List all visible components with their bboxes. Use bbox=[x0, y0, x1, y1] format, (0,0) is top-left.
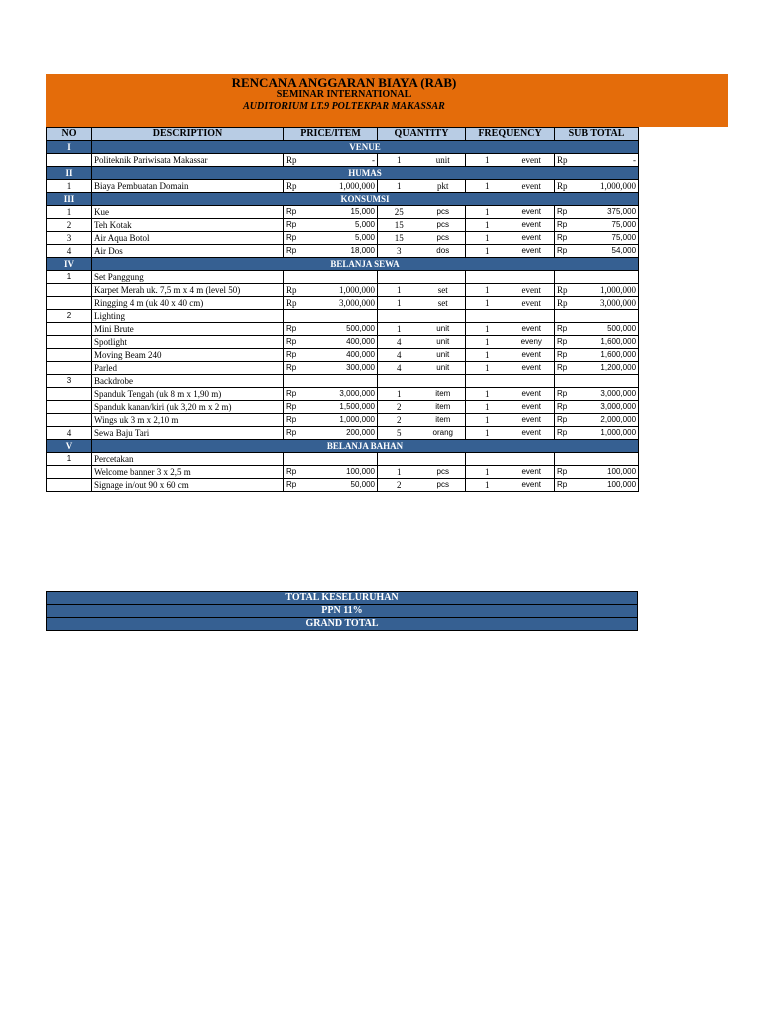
quantity-number: 15 bbox=[378, 219, 421, 232]
price-currency: Rp bbox=[284, 362, 306, 375]
price-currency: Rp bbox=[284, 427, 306, 440]
quantity-number: 1 bbox=[378, 297, 421, 310]
section-title: VENUE bbox=[92, 141, 639, 154]
price-amount: 1,000,000 bbox=[306, 284, 378, 297]
table-row bbox=[47, 427, 639, 440]
subtotal-currency: Rp bbox=[555, 362, 575, 375]
row-number: 3 bbox=[47, 375, 92, 388]
row-number bbox=[47, 154, 92, 167]
table-row bbox=[47, 180, 639, 193]
quantity-unit: dos bbox=[421, 245, 466, 258]
frequency-unit: event bbox=[509, 232, 555, 245]
quantity-unit: pcs bbox=[421, 479, 466, 492]
subtotal-currency: Rp bbox=[555, 206, 575, 219]
item-description: Teh Kotak bbox=[92, 219, 284, 232]
item-description: Signage in/out 90 x 60 cm bbox=[92, 479, 284, 492]
price-amount: 5,000 bbox=[306, 219, 378, 232]
item-description: Wings uk 3 m x 2,10 m bbox=[92, 414, 284, 427]
empty-cell bbox=[284, 375, 378, 388]
row-number: 3 bbox=[47, 232, 92, 245]
table-row bbox=[47, 206, 639, 219]
empty-cell bbox=[555, 375, 639, 388]
frequency-unit: event bbox=[509, 206, 555, 219]
price-currency: Rp bbox=[284, 323, 306, 336]
row-number bbox=[47, 297, 92, 310]
frequency-unit: event bbox=[509, 349, 555, 362]
subtotal-amount: 3,000,000 bbox=[575, 401, 639, 414]
price-currency: Rp bbox=[284, 336, 306, 349]
col-header-quantity: QUANTITY bbox=[378, 128, 466, 141]
section-row bbox=[47, 167, 639, 180]
col-header-price: PRICE/ITEM bbox=[284, 128, 378, 141]
item-description: Biaya Pembuatan Domain bbox=[92, 180, 284, 193]
item-description: Welcome banner 3 x 2,5 m bbox=[92, 466, 284, 479]
table-row bbox=[47, 336, 639, 349]
table-row bbox=[47, 297, 639, 310]
group-row bbox=[47, 310, 639, 323]
section-title: HUMAS bbox=[92, 167, 639, 180]
frequency-number: 1 bbox=[466, 401, 509, 414]
document-subtitle: SEMINAR INTERNATIONAL bbox=[276, 89, 412, 100]
frequency-unit: event bbox=[509, 219, 555, 232]
quantity-number: 2 bbox=[378, 479, 421, 492]
frequency-unit: event bbox=[509, 479, 555, 492]
quantity-unit: orang bbox=[421, 427, 466, 440]
frequency-number: 1 bbox=[466, 349, 509, 362]
quantity-number: 2 bbox=[378, 414, 421, 427]
table-row bbox=[47, 245, 639, 258]
empty-cell bbox=[378, 310, 421, 323]
price-currency: Rp bbox=[284, 388, 306, 401]
price-amount: 3,000,000 bbox=[306, 297, 378, 310]
subtotal-amount: 2,000,000 bbox=[575, 414, 639, 427]
subtotal-amount: 500,000 bbox=[575, 323, 639, 336]
price-amount: 400,000 bbox=[306, 336, 378, 349]
title-banner bbox=[46, 74, 728, 127]
item-description: Spotlight bbox=[92, 336, 284, 349]
quantity-unit: set bbox=[421, 284, 466, 297]
quantity-number: 4 bbox=[378, 336, 421, 349]
table-row bbox=[47, 362, 639, 375]
quantity-number: 4 bbox=[378, 349, 421, 362]
price-currency: Rp bbox=[284, 284, 306, 297]
frequency-unit: event bbox=[509, 414, 555, 427]
price-amount: 300,000 bbox=[306, 362, 378, 375]
price-amount: 5,000 bbox=[306, 232, 378, 245]
section-number: IV bbox=[47, 258, 92, 271]
quantity-unit: unit bbox=[421, 362, 466, 375]
empty-cell bbox=[466, 271, 509, 284]
quantity-number: 15 bbox=[378, 232, 421, 245]
subtotal-amount: 1,600,000 bbox=[575, 349, 639, 362]
item-description: Politeknik Pariwisata Makassar bbox=[92, 154, 284, 167]
subtotal-amount: 1,200,000 bbox=[575, 362, 639, 375]
quantity-unit: item bbox=[421, 388, 466, 401]
quantity-number: 3 bbox=[378, 245, 421, 258]
frequency-number: 1 bbox=[466, 232, 509, 245]
row-number: 1 bbox=[47, 453, 92, 466]
frequency-unit: event bbox=[509, 388, 555, 401]
subtotal-amount: 3,000,000 bbox=[575, 388, 639, 401]
frequency-unit: event bbox=[509, 180, 555, 193]
group-row bbox=[47, 271, 639, 284]
budget-table-body bbox=[47, 141, 639, 492]
subtotal-currency: Rp bbox=[555, 466, 575, 479]
subtotal-amount: 54,000 bbox=[575, 245, 639, 258]
frequency-number: 1 bbox=[466, 479, 509, 492]
price-amount: 1,000,000 bbox=[306, 414, 378, 427]
budget-table bbox=[46, 127, 639, 492]
total-keseluruhan-label: TOTAL KESELURUHAN bbox=[47, 592, 638, 605]
col-header-frequency: FREQUENCY bbox=[466, 128, 555, 141]
section-row bbox=[47, 258, 639, 271]
price-amount: 18,000 bbox=[306, 245, 378, 258]
group-description: Backdrobe bbox=[92, 375, 284, 388]
subtotal-amount: 100,000 bbox=[575, 466, 639, 479]
row-number: 2 bbox=[47, 310, 92, 323]
empty-cell bbox=[378, 375, 421, 388]
frequency-number: 1 bbox=[466, 362, 509, 375]
empty-cell bbox=[509, 310, 555, 323]
section-title: KONSUMSI bbox=[92, 193, 639, 206]
frequency-number: 1 bbox=[466, 180, 509, 193]
table-row bbox=[47, 388, 639, 401]
document-title: RENCANA ANGGARAN BIAYA (RAB) bbox=[231, 75, 457, 90]
table-row bbox=[47, 219, 639, 232]
empty-cell bbox=[284, 271, 378, 284]
empty-cell bbox=[509, 453, 555, 466]
item-description: Ringging 4 m (uk 40 x 40 cm) bbox=[92, 297, 284, 310]
section-number: I bbox=[47, 141, 92, 154]
frequency-unit: eveny bbox=[509, 336, 555, 349]
frequency-unit: event bbox=[509, 297, 555, 310]
item-description: Mini Brute bbox=[92, 323, 284, 336]
col-header-subtotal: SUB TOTAL bbox=[555, 128, 639, 141]
frequency-number: 1 bbox=[466, 466, 509, 479]
price-amount: 400,000 bbox=[306, 349, 378, 362]
subtotal-amount: 100,000 bbox=[575, 479, 639, 492]
frequency-unit: event bbox=[509, 323, 555, 336]
quantity-number: 1 bbox=[378, 323, 421, 336]
subtotal-currency: Rp bbox=[555, 427, 575, 440]
price-currency: Rp bbox=[284, 232, 306, 245]
subtotal-currency: Rp bbox=[555, 245, 575, 258]
price-amount: 1,500,000 bbox=[306, 401, 378, 414]
price-currency: Rp bbox=[284, 479, 306, 492]
frequency-unit: event bbox=[509, 466, 555, 479]
item-description: Karpet Merah uk. 7,5 m x 4 m (level 50) bbox=[92, 284, 284, 297]
empty-cell bbox=[555, 271, 639, 284]
quantity-unit: set bbox=[421, 297, 466, 310]
subtotal-currency: Rp bbox=[555, 297, 575, 310]
row-number bbox=[47, 466, 92, 479]
row-number: 1 bbox=[47, 271, 92, 284]
frequency-unit: event bbox=[509, 245, 555, 258]
row-number bbox=[47, 336, 92, 349]
table-row bbox=[47, 479, 639, 492]
price-currency: Rp bbox=[284, 401, 306, 414]
empty-cell bbox=[421, 271, 466, 284]
row-number: 4 bbox=[47, 427, 92, 440]
table-row bbox=[47, 349, 639, 362]
quantity-number: 1 bbox=[378, 466, 421, 479]
subtotal-currency: Rp bbox=[555, 232, 575, 245]
grand-total-label: GRAND TOTAL bbox=[47, 618, 638, 631]
row-number: 1 bbox=[47, 206, 92, 219]
empty-cell bbox=[378, 271, 421, 284]
subtotal-currency: Rp bbox=[555, 479, 575, 492]
item-description: Moving Beam 240 bbox=[92, 349, 284, 362]
price-amount: 15,000 bbox=[306, 206, 378, 219]
table-row bbox=[47, 323, 639, 336]
frequency-unit: event bbox=[509, 427, 555, 440]
item-description: Spanduk Tengah (uk 8 m x 1,90 m) bbox=[92, 388, 284, 401]
section-row bbox=[47, 440, 639, 453]
subtotal-amount: 3,000,000 bbox=[575, 297, 639, 310]
quantity-number: 1 bbox=[378, 284, 421, 297]
subtotal-amount: 1,000,000 bbox=[575, 427, 639, 440]
price-currency: Rp bbox=[284, 297, 306, 310]
frequency-number: 1 bbox=[466, 297, 509, 310]
price-amount: - bbox=[306, 154, 378, 167]
row-number: 4 bbox=[47, 245, 92, 258]
frequency-number: 1 bbox=[466, 336, 509, 349]
frequency-number: 1 bbox=[466, 206, 509, 219]
empty-cell bbox=[555, 453, 639, 466]
quantity-unit: unit bbox=[421, 336, 466, 349]
price-currency: Rp bbox=[284, 180, 306, 193]
col-header-description: DESCRIPTION bbox=[92, 128, 284, 141]
empty-cell bbox=[421, 375, 466, 388]
item-description: Spanduk kanan/kiri (uk 3,20 m x 2 m) bbox=[92, 401, 284, 414]
row-number: 1 bbox=[47, 180, 92, 193]
price-amount: 3,000,000 bbox=[306, 388, 378, 401]
empty-cell bbox=[421, 310, 466, 323]
table-row bbox=[47, 284, 639, 297]
subtotal-currency: Rp bbox=[555, 336, 575, 349]
quantity-number: 5 bbox=[378, 427, 421, 440]
row-number bbox=[47, 323, 92, 336]
quantity-number: 1 bbox=[378, 388, 421, 401]
subtotal-amount: 1,000,000 bbox=[575, 284, 639, 297]
quantity-unit: unit bbox=[421, 323, 466, 336]
quantity-number: 4 bbox=[378, 362, 421, 375]
price-amount: 200,000 bbox=[306, 427, 378, 440]
subtotal-currency: Rp bbox=[555, 323, 575, 336]
price-amount: 100,000 bbox=[306, 466, 378, 479]
frequency-number: 1 bbox=[466, 323, 509, 336]
price-amount: 500,000 bbox=[306, 323, 378, 336]
row-number bbox=[47, 284, 92, 297]
group-description: Lighting bbox=[92, 310, 284, 323]
totals-table bbox=[46, 591, 638, 631]
empty-cell bbox=[284, 310, 378, 323]
price-currency: Rp bbox=[284, 219, 306, 232]
subtotal-currency: Rp bbox=[555, 349, 575, 362]
quantity-unit: unit bbox=[421, 349, 466, 362]
section-title: BELANJA SEWA bbox=[92, 258, 639, 271]
section-number: III bbox=[47, 193, 92, 206]
empty-cell bbox=[555, 310, 639, 323]
subtotal-amount: 1,600,000 bbox=[575, 336, 639, 349]
subtotal-currency: Rp bbox=[555, 388, 575, 401]
table-row bbox=[47, 414, 639, 427]
quantity-unit: pcs bbox=[421, 466, 466, 479]
table-row bbox=[47, 401, 639, 414]
empty-cell bbox=[378, 453, 421, 466]
frequency-unit: event bbox=[509, 284, 555, 297]
section-row bbox=[47, 141, 639, 154]
frequency-number: 1 bbox=[466, 414, 509, 427]
group-row bbox=[47, 375, 639, 388]
empty-cell bbox=[421, 453, 466, 466]
frequency-unit: event bbox=[509, 362, 555, 375]
price-currency: Rp bbox=[284, 154, 306, 167]
subtotal-amount: 75,000 bbox=[575, 232, 639, 245]
quantity-number: 1 bbox=[378, 180, 421, 193]
row-number bbox=[47, 414, 92, 427]
empty-cell bbox=[466, 453, 509, 466]
document-location: AUDITORIUM LT.9 POLTEKPAR MAKASSAR bbox=[243, 101, 445, 112]
frequency-unit: event bbox=[509, 154, 555, 167]
row-number bbox=[47, 388, 92, 401]
table-row bbox=[47, 154, 639, 167]
price-amount: 50,000 bbox=[306, 479, 378, 492]
subtotal-amount: - bbox=[575, 154, 639, 167]
section-row bbox=[47, 193, 639, 206]
item-description: Kue bbox=[92, 206, 284, 219]
table-row bbox=[47, 232, 639, 245]
row-number bbox=[47, 479, 92, 492]
empty-cell bbox=[466, 310, 509, 323]
row-number bbox=[47, 349, 92, 362]
quantity-number: 1 bbox=[378, 154, 421, 167]
row-number bbox=[47, 362, 92, 375]
price-currency: Rp bbox=[284, 206, 306, 219]
item-description: Air Dos bbox=[92, 245, 284, 258]
quantity-number: 25 bbox=[378, 206, 421, 219]
price-currency: Rp bbox=[284, 414, 306, 427]
frequency-number: 1 bbox=[466, 154, 509, 167]
quantity-unit: pcs bbox=[421, 206, 466, 219]
subtotal-currency: Rp bbox=[555, 401, 575, 414]
table-row bbox=[47, 466, 639, 479]
subtotal-amount: 1,000,000 bbox=[575, 180, 639, 193]
empty-cell bbox=[509, 375, 555, 388]
frequency-number: 1 bbox=[466, 427, 509, 440]
ppn-label: PPN 11% bbox=[47, 605, 638, 618]
item-description: Parled bbox=[92, 362, 284, 375]
frequency-number: 1 bbox=[466, 388, 509, 401]
subtotal-currency: Rp bbox=[555, 180, 575, 193]
price-amount: 1,000,000 bbox=[306, 180, 378, 193]
item-description: Sewa Baju Tari bbox=[92, 427, 284, 440]
quantity-number: 2 bbox=[378, 401, 421, 414]
quantity-unit: pkt bbox=[421, 180, 466, 193]
quantity-unit: unit bbox=[421, 154, 466, 167]
empty-cell bbox=[284, 453, 378, 466]
empty-cell bbox=[509, 271, 555, 284]
section-number: II bbox=[47, 167, 92, 180]
col-header-no: NO bbox=[47, 128, 92, 141]
subtotal-currency: Rp bbox=[555, 414, 575, 427]
group-description: Percetakan bbox=[92, 453, 284, 466]
price-currency: Rp bbox=[284, 466, 306, 479]
subtotal-amount: 75,000 bbox=[575, 219, 639, 232]
group-description: Set Panggung bbox=[92, 271, 284, 284]
subtotal-amount: 375,000 bbox=[575, 206, 639, 219]
quantity-unit: item bbox=[421, 414, 466, 427]
section-number: V bbox=[47, 440, 92, 453]
subtotal-currency: Rp bbox=[555, 219, 575, 232]
empty-cell bbox=[466, 375, 509, 388]
section-title: BELANJA BAHAN bbox=[92, 440, 639, 453]
subtotal-currency: Rp bbox=[555, 154, 575, 167]
group-row bbox=[47, 453, 639, 466]
frequency-number: 1 bbox=[466, 245, 509, 258]
price-currency: Rp bbox=[284, 245, 306, 258]
quantity-unit: item bbox=[421, 401, 466, 414]
frequency-number: 1 bbox=[466, 284, 509, 297]
quantity-unit: pcs bbox=[421, 232, 466, 245]
column-header-row bbox=[47, 128, 639, 141]
row-number: 2 bbox=[47, 219, 92, 232]
subtotal-currency: Rp bbox=[555, 284, 575, 297]
price-currency: Rp bbox=[284, 349, 306, 362]
frequency-unit: event bbox=[509, 401, 555, 414]
frequency-number: 1 bbox=[466, 219, 509, 232]
row-number bbox=[47, 401, 92, 414]
quantity-unit: pcs bbox=[421, 219, 466, 232]
item-description: Air Aqua Botol bbox=[92, 232, 284, 245]
